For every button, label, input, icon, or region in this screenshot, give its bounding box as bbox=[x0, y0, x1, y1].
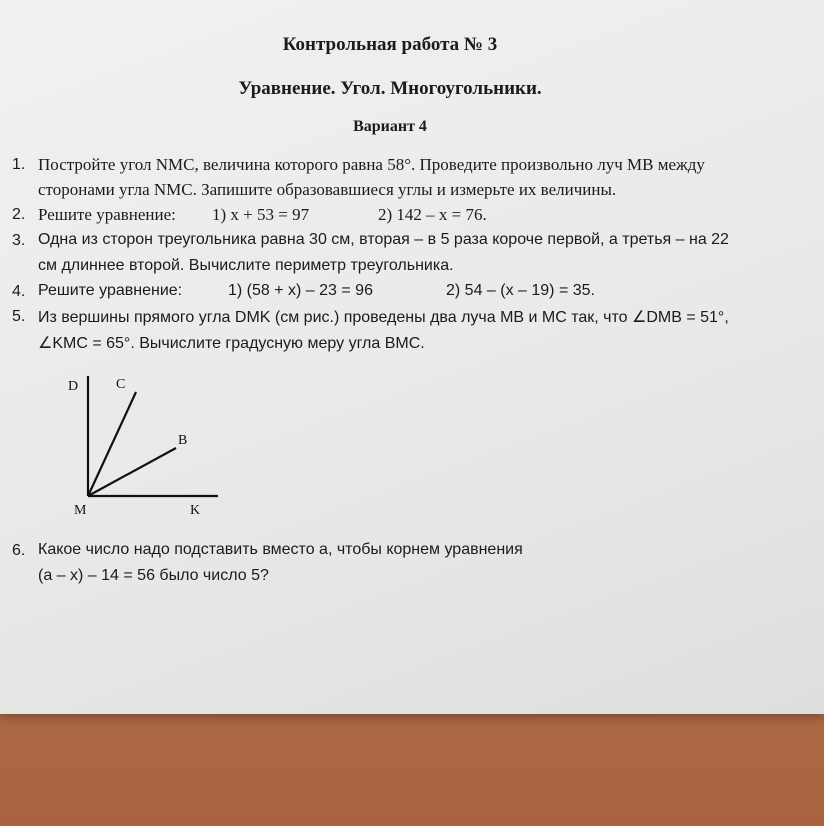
task-5-line-1: Из вершины прямого угла DMK (см рис.) проведены два луча MB и MC так, что ∠DMB = 51°, bbox=[38, 309, 729, 326]
task-3-line-1: Одна из сторон треугольника равна 30 см, вторая – в 5 раза короче первой, а третья – на 22 bbox=[38, 231, 729, 248]
variant-label: Вариант 4 bbox=[353, 118, 427, 135]
task-4-prefix: Решите уравнение: bbox=[38, 282, 183, 299]
task-6-line-2: (a – x) – 14 = 56 было число 5? bbox=[38, 567, 269, 584]
task-4-number: 4. bbox=[12, 283, 26, 300]
task-2-equation-2: 2) 142 – x = 76. bbox=[378, 205, 487, 224]
page-title: Контрольная работа № 3 bbox=[282, 34, 498, 55]
task-1-line-2: сторонами угла NMC. Запишите образовавшиеся углы и измерьте их величины. bbox=[38, 180, 617, 199]
label-b: B bbox=[178, 433, 188, 448]
task-5-number: 5. bbox=[12, 308, 26, 325]
label-m: M bbox=[74, 503, 87, 518]
label-k: K bbox=[190, 503, 201, 518]
task-1-line-1: Постройте угол NMC, величина которого равна 58°. Проведите произвольно луч MB между bbox=[38, 155, 705, 174]
task-1-number: 1. bbox=[12, 156, 26, 173]
task-3-line-2: см длиннее второй. Вычислите периметр треугольника. bbox=[38, 257, 454, 274]
page-subtitle: Уравнение. Угол. Многоугольники. bbox=[238, 78, 542, 99]
task-4-equation-2: 2) 54 – (x – 19) = 35. bbox=[446, 282, 595, 299]
task-2-equation-1: 1) x + 53 = 97 bbox=[212, 205, 310, 224]
ray-mc bbox=[88, 392, 136, 496]
task-5-line-2: ∠KMC = 65°. Вычислите градусную меру угла BMC. bbox=[38, 335, 425, 352]
label-d: D bbox=[68, 379, 79, 394]
label-c: C bbox=[116, 377, 126, 392]
task-2-number: 2. bbox=[12, 206, 26, 223]
task-6-number: 6. bbox=[12, 542, 26, 559]
task-3-number: 3. bbox=[12, 232, 26, 249]
task-6-line-1: Какое число надо подставить вместо a, чтобы корнем уравнения bbox=[38, 541, 523, 558]
angle-diagram bbox=[62, 372, 222, 522]
task-4-equation-1: 1) (58 + x) – 23 = 96 bbox=[228, 282, 373, 299]
ray-mb bbox=[88, 448, 176, 496]
task-2-prefix: Решите уравнение: bbox=[38, 205, 176, 224]
